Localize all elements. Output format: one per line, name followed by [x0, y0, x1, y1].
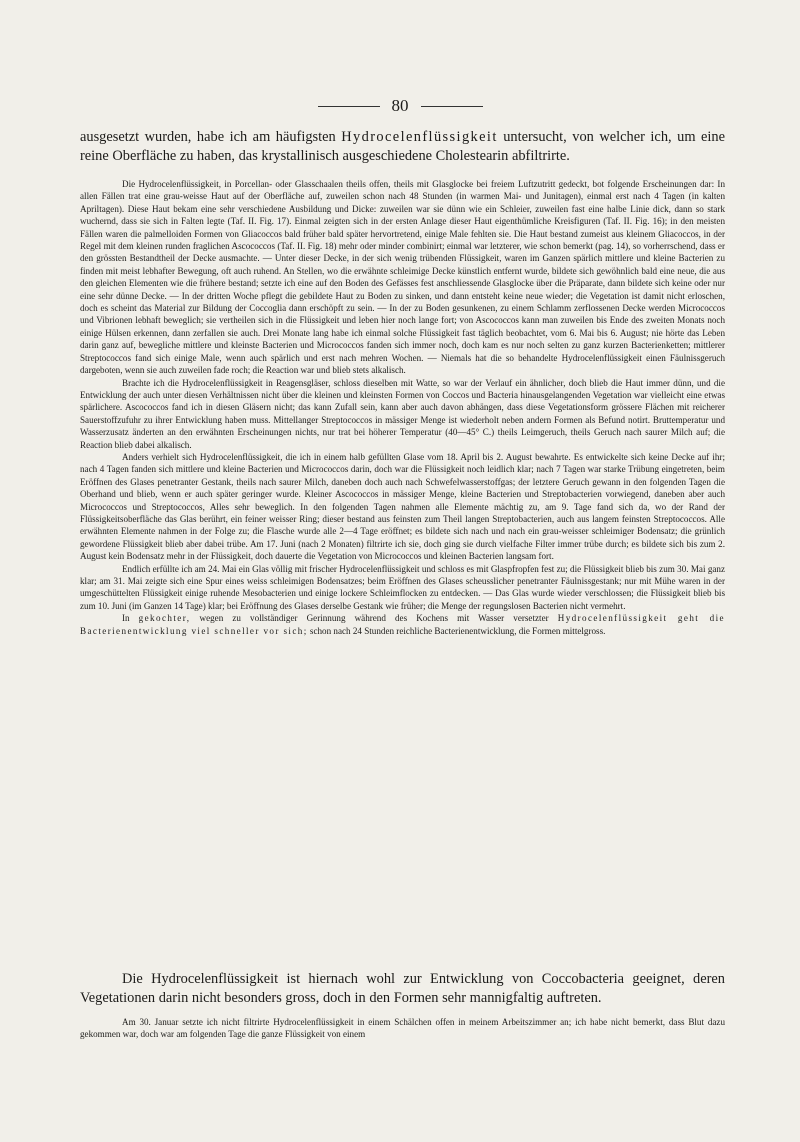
- intro-text-start: ausgesetzt wurden, habe ich am häufigsten: [80, 129, 342, 145]
- gekocht-spaced: gekochter,: [138, 613, 191, 624]
- paragraph-halb-gefuellt: Anders verhielt sich Hydrocelenflüssigkeit, die ich in einem halb gefüllten Glase vom 18. April bis 2. August bewahrte. Es entwickelte sich keine Decke auf ihr; nach 4 Tagen fanden sich mittlere und kleine Bacterien und Micrococcos darin, doch war die Flüssigkeit noch leidlich klar; nach 7 Tagen war starke Trübung eingetreten, beim Eröffnen des Glases penetranter Gestank, theils nach saurer Milch, daneben doch auch nach Schwefelwasserstoffgas; der letztere Geruch gewann in den folgenden Tagen die Oberhand und blieb, wenn er auch später geringer wurde. Kleiner Ascococcos in mässiger Menge, kleine Bacterien und Streptobacterien vorwiegend, daneben aber auch Micrococcos und Streptococcos, Alles sehr beweglich. In den folgenden Tagen nahmen alle Elemente mächtig zu, am 9. Tage fand sich da, wo der Rand der Flüssigkeitsoberfläche das Glas berührt, ein feiner weisser Ring; dieser bestand aus feinsten zum Theil langen Streptobacterien, auch aus langem feinsten Streptococcos. Alle erwähnten Elemente nahmen in der Folge zu; die Flasche wurde alle 2—4 Tage eröffnet; es bildete sich nach und nach ein grau-weisser schleimiger Bodensatz; die grünlich gewordene Flüssigkeit blieb aber dabei trübe. Am 17. Juni (nach 2 Monaten) filtrirte ich sie, doch ging sie durch vielfache Filter immer trübe durch; es bildete sich bis zum 2. August kein Bodensatz mehr in der Flüssigkeit, doch dauerte die Vegetation von Micrococcos und kleinen Bacterien langsam fort.: [80, 451, 725, 562]
- gekocht-spaced-2: Hydrocelenflüssigkeit geht die Bacterienentwicklung viel schneller vor sich;: [80, 613, 725, 636]
- gekocht-mid: wegen zu vollständiger Gerinnung während des Kochens mit Wasser versetzter: [190, 613, 558, 624]
- header-rule-right: [421, 106, 483, 107]
- intro-text-end: untersucht, von welcher ich, um eine reine Oberfläche zu haben, das krystallinisch ausgeschiedene Cholestearin abfiltrirte.: [80, 129, 725, 164]
- paragraph-observations: Die Hydrocelenflüssigkeit, in Porcellan- oder Glasschaalen theils offen, theils mit Glasglocke bei freiem Luftzutritt gedeckt, bot folgende Erscheinungen dar: In allen Fällen trat eine grau-weisse Haut auf der Oberfläche auf, zuweilen schon nach 48 Stunden (in warmen Mai- und Junitagen), einmal erst nach 4 Tagen (in kalten Apriltagen). Diese Haut bekam eine sehr verschiedene Ausbildung und Dicke: zuweilen war sie dünn wie ein Schleier, zuweilen fast eine halbe Linie dick, dann so stark wuchernd, dass sie sich in Falten legte (Taf. II. Fig. 17). Einmal zeigten sich in der ersten Anlage dieser Haut eigenthümliche Kreisfiguren (Taf. II. Fig. 16); in den meisten Fällen waren die palmelloiden Formen von Gliacoccos bald früher bald später hervortretend, einige Male fehlten sie. Die Haut bestand zumeist aus kleinem Gliacoccos, in der Regel mit dem kleinen runden fraglichen Ascococcos (Taf. II. Fig. 18) mehr oder minder combinirt; einmal war letzterer, wie schon bemerkt (pag. 14), so vorherrschend, dass er den grössten Bestandtheil der Decke ausmachte. — Unter dieser Decke, in der sich wenig trübenden Flüssigkeit, waren im Ganzen spärlich mittlere und kleine Bacterien zu finden mit meist lebhafter Bewegung, oft auch ruhend. An Stellen, wo die erwähnte schleimige Decke künstlich entfernt wurde, bildete sich gewöhnlich bald eine neue, die aus den gleichen Elementen wie die frühere bestand; setzte ich eine auf den Boden des Gefässes fest anschliessende Glasglocke über die Präparate, dann bildete sich keine oder nur eine sehr dünne Decke. — In der dritten Woche pflegt die gebildete Haut zu Boden zu sinken, und dann entsteht keine neue wieder; die Vegetation ist damit nicht erloschen, doch es scheint das Material zur Bildung der Coccoglia dann erschöpft zu sein. — In der zu Boden gesunkenen, zu einem Schlamm zerflossenen Decke werden Micrococcos und Vibrionen lebhaft beweglich; sie vertheilen sich in die Flüssigkeit und leben hier noch lange fort; von Ascococcos kann man zuweilen bis Ende des zweiten Monats noch einige Hülsen erkennen, dann zerfallen sie auch. Drei Monate lang habe ich einmal solche Flüssigkeit fast täglich beobachtet, vom 6. Mai bis 6. August; nie hörte das Leben darin ganz auf, bewegliche mittlere und kleinste Bacterien und Micrococcos fanden sich immer noch, doch kam es nur noch selten zu ganz kurzen Bacterienketten; mittlerer Streptococcos fand sich einige Male, wenn auch spärlich und erst nach mehren Wochen. — Niemals hat die so behandelte Hydrocelenflüssigkeit einen Fäulnissgeruch dargeboten, wenn sie auch zuweilen fade roch; die Reaction war und blieb stets alkalisch.: [80, 179, 725, 376]
- body-small-print: [80, 178, 725, 637]
- gekocht-lead: In: [122, 613, 139, 624]
- final-small-print: [80, 1016, 725, 1041]
- intro-paragraph: [80, 128, 725, 166]
- intro-term: Hydrocelenflüssigkeit: [341, 129, 498, 145]
- paragraph-final: Am 30. Januar setzte ich nicht filtrirte Hydrocelenflüssigkeit in einem Schälchen offen in meinem Arbeitszimmer an; ich habe nicht bemerkt, dass Blut dazu gekommen war, doch war am folgenden Tage die ganze Flüssigkeit von einem: [80, 1017, 725, 1040]
- page-number: 80: [391, 96, 409, 115]
- paragraph-glaspfropfen: Endlich erfüllte ich am 24. Mai ein Glas völlig mit frischer Hydrocelenflüssigkeit und schloss es mit Glaspfropfen fest zu; die Flüssigkeit blieb bis zum 30. Mai ganz klar; am 31. Mai zeigte sich eine Spur eines weiss schleimigen Bodensatzes; beim Eröffnen des Glases scheusslicher penetranter Fäulnissgestank; nur mit Mühe waren in der umgeschüttelten Flüssigkeit einige ruhende Mesobacterien und einige lockere Schleimflocken zu entdecken. — Das Glas wurde wieder verschlossen; die Flüssigkeit blieb bis zum 10. Juni (im Ganzen 14 Tage) klar; bei Eröffnung des Glases derselbe Gestank wie früher; die Menge der regungslosen Bacterien nicht vermehrt.: [80, 563, 725, 611]
- gekocht-tail: schon nach 24 Stunden reichliche Bacterienentwicklung, die Formen mittelgross.: [307, 625, 606, 636]
- header-rule-left: [318, 106, 380, 107]
- page-header: [0, 96, 800, 116]
- paragraph-reagensglaeser: Brachte ich die Hydrocelenflüssigkeit in Reagensgläser, schloss dieselben mit Watte, so war der Verlauf ein ähnlicher, doch blieb die Haut immer dünn, und die Entwicklung der auch unter diesen Verhältnissen nicht über die kleinen und kleinsten Formen von Coccos und Bacteria hinausgelangenden Vegetation war vielleicht eine etwas spärlichere. Ascococcos fand ich in diesen Gläsern nicht; das kann Zufall sein, kann aber auch davon abhängen, dass diese Vegetationsform grössere Flächen mit reicherer Sauerstoffzufuhr zu ihrer Entwicklung haben muss. Mittellanger Streptococcos in mässiger Menge ist wiederholt neben andern Formen als Befund notirt. Bruttemperatur und Wasserzusatz änderten an den erwähnten Erscheinungen nichts, nur trat bei höherer Temperatur (40—45° C.) theils Leimgeruch, theils Geruch nach saurer Milch auf; die Reaction blieb dabei alkalisch.: [80, 377, 725, 450]
- conclusion-paragraph: Die Hydrocelenflüssigkeit ist hiernach wohl zur Entwicklung von Coccobacteria geeignet, deren Vegetationen darin nicht besonders gross, doch in den Formen sehr mannigfaltig auftreten.: [80, 971, 725, 1006]
- paragraph-gekocht: [80, 612, 725, 637]
